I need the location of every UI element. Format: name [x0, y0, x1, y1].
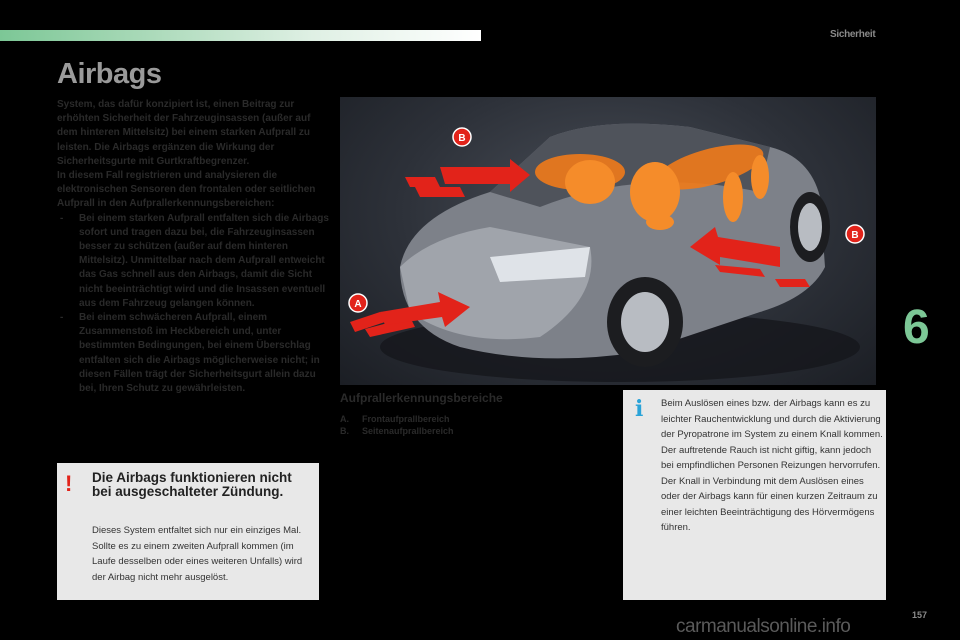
legend-label: Frontaufprallbereich: [362, 414, 450, 424]
bullet-marker: -: [60, 212, 64, 224]
marker-a-icon: [349, 294, 367, 312]
warning-box: [57, 463, 319, 600]
legend-list: [340, 413, 454, 437]
info-line: Der Knall in Verbindung mit dem Auslösen eines oder der Airbags kann für einen kurzen Zeitraum zu einer leichten Beeinträchtigung des Hörvermögens führen.: [661, 475, 878, 533]
bullet-item: [57, 311, 329, 396]
car-airbag-illustration: [340, 97, 876, 385]
page-number: 157: [912, 610, 928, 620]
info-box: [623, 390, 886, 600]
intro-paragraph-2: In diesem Fall registrieren und analysieren die elektronischen Sensoren den frontalen oder seitlichen Aufprall in den Aufprallerkennungsbereichen:: [57, 170, 316, 210]
svg-text:A: A: [354, 299, 362, 310]
warning-text: Dieses System entfaltet sich nur ein einziges Mal. Sollte es zu einem zweiten Aufprall kommen (im Laufe desselben oder eines weiteren Unfalls) wird der Airbag nicht mehr ausgelöst.: [92, 525, 303, 583]
bullet-text: Bei einem starken Aufprall entfalten sich die Airbags sofort und tragen dazu bei, die Fahrzeuginsassen besser zu schützen (außer auf dem hinteren Mittelsitz). Unmittelbar nach dem Aufprall entweicht das Gas schnell aus den Airbags, damit die Sicht nicht beeinträchtigt wird und die Insassen eventuell aus dem Fahrzeug gelangen können.: [79, 212, 329, 309]
bullet-list: [57, 212, 329, 397]
legend-item: [340, 425, 454, 437]
marker-b-top-icon: [453, 128, 471, 146]
chapter-color-bar: [0, 30, 481, 41]
car-illustration-icon: [340, 97, 876, 385]
warning-title: Die Airbags funktionieren nicht bei ausgeschalteter Zündung.: [92, 470, 292, 499]
page-title: Airbags: [57, 58, 162, 90]
legend-label: Seitenaufprallbereich: [362, 426, 454, 436]
legend-title: Aufprallerkennungsbereiche: [340, 391, 503, 405]
body-text: [57, 98, 329, 396]
bullet-text: Bei einem schwächeren Aufprall, einem Zusammenstoß im Heckbereich und, unter bestimmten Bedingungen, bei einem Überschlag entfalten sich die Airbags möglicherweise nicht; in diesen Fällen trägt der Sicherheitsgurt allein dazu bei, Ihren Schutz zu gewährleisten.: [79, 312, 320, 395]
svg-text:B: B: [458, 133, 466, 144]
legend-key: B.: [340, 426, 349, 436]
marker-b-right-icon: [846, 225, 864, 243]
legend-item: [340, 413, 454, 425]
info-text: [661, 396, 883, 536]
info-line: Beim Auslösen eines bzw. der Airbags kann es zu leichter Rauchentwicklung und durch die Aktivierung der Pyropatrone im System zu einem Knall kommen.: [661, 398, 883, 440]
bullet-item: [57, 212, 329, 311]
chapter-number: 6: [903, 301, 930, 354]
watermark: carmanualsonline.info: [676, 616, 851, 637]
warning-icon: !: [65, 471, 73, 496]
info-line: Der auftretende Rauch ist nicht giftig, kann jedoch bei empfindlichen Personen Reizungen hervorrufen.: [661, 444, 881, 471]
svg-text:B: B: [851, 230, 859, 241]
bullet-marker: -: [60, 312, 64, 324]
legend-key: A.: [340, 414, 349, 424]
section-label: Sicherheit: [830, 29, 876, 40]
intro-paragraph: System, das dafür konzipiert ist, einen Beitrag zur erhöhten Sicherheit der Fahrzeuginsassen (außer auf dem hinteren Mittelsitz) bei einem starken Aufprall zu leisten. Die Airbags ergänzen die Wirkung der Sicherheitsgurte mit Gurtkraftbegrenzer.: [57, 99, 311, 167]
info-icon: i: [635, 396, 644, 422]
